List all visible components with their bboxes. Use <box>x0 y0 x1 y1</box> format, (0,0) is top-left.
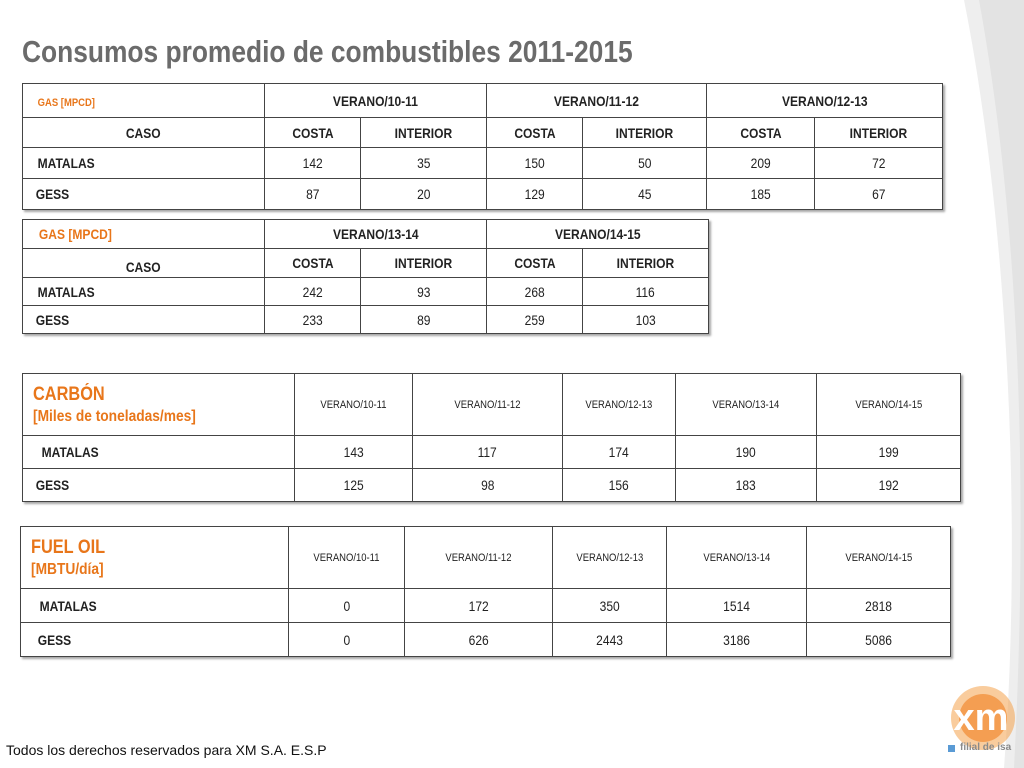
logo-subtitle: filial de isa <box>960 742 1012 753</box>
row-label: MATALAS <box>23 436 295 469</box>
table-cell: 1514 <box>667 589 807 623</box>
table-cell: 192 <box>817 469 961 502</box>
table-cell: 50 <box>583 148 707 179</box>
table-cell: 268 <box>487 278 583 306</box>
row-label: GESS <box>23 306 265 334</box>
table-header-row <box>23 374 961 436</box>
table-row <box>21 623 951 657</box>
table-row <box>23 469 961 502</box>
table-row <box>23 278 709 306</box>
table-cell: 185 <box>707 179 815 210</box>
table-cell: 45 <box>583 179 707 210</box>
table-cell: 233 <box>265 306 361 334</box>
period-header: VERANO/12-13 <box>563 374 676 436</box>
case-header: CASO <box>23 249 265 278</box>
table-cell: 2443 <box>553 623 667 657</box>
carbon-title: CARBÓN <box>33 383 105 405</box>
table-row <box>21 589 951 623</box>
row-label: MATALAS <box>23 278 265 306</box>
row-label: MATALAS <box>21 589 289 623</box>
table-cell: 142 <box>265 148 361 179</box>
sub-header: COSTA <box>707 118 815 148</box>
table-cell: 20 <box>361 179 487 210</box>
period-header: VERANO/14-15 <box>817 374 961 436</box>
table-header-row <box>21 527 951 589</box>
gas-unit-label: GAS [MPCD] <box>23 84 265 118</box>
fuel-unit: [MBTU/día] <box>31 560 104 578</box>
table-cell: 3186 <box>667 623 807 657</box>
table-cell: 174 <box>563 436 676 469</box>
table-cell: 89 <box>361 306 487 334</box>
case-header: CASO <box>23 118 265 148</box>
table-cell: 67 <box>815 179 943 210</box>
gas-unit-label: GAS [MPCD] <box>23 220 265 249</box>
logo-text: xm <box>953 697 1009 739</box>
table-cell: 125 <box>295 469 413 502</box>
gas-table-1 <box>22 83 943 210</box>
table-cell: 103 <box>583 306 709 334</box>
table-cell: 199 <box>817 436 961 469</box>
table-cell: 87 <box>265 179 361 210</box>
footer-copyright: Todos los derechos reservados para XM S.A. E.S.P <box>6 742 327 758</box>
table-cell: 0 <box>289 623 405 657</box>
period-header: VERANO/11-12 <box>487 84 707 118</box>
table-header-row <box>23 84 943 118</box>
table-cell: 209 <box>707 148 815 179</box>
carbon-title-cell <box>23 374 295 436</box>
gas-table-2 <box>22 219 709 334</box>
table-cell: 117 <box>413 436 563 469</box>
period-header: VERANO/10-11 <box>265 84 487 118</box>
period-header: VERANO/14-15 <box>807 527 951 589</box>
period-header: VERANO/11-12 <box>405 527 553 589</box>
table-cell: 183 <box>676 469 817 502</box>
period-header: VERANO/13-14 <box>676 374 817 436</box>
table-cell: 93 <box>361 278 487 306</box>
period-header: VERANO/14-15 <box>487 220 709 249</box>
row-label: GESS <box>23 179 265 210</box>
carbon-unit: [Miles de toneladas/mes] <box>33 407 196 425</box>
table-cell: 143 <box>295 436 413 469</box>
sub-header: INTERIOR <box>583 118 707 148</box>
table-cell: 190 <box>676 436 817 469</box>
sub-header: INTERIOR <box>361 118 487 148</box>
row-label: GESS <box>23 469 295 502</box>
sub-header: INTERIOR <box>583 249 709 278</box>
table-row <box>23 306 709 334</box>
table-cell: 5086 <box>807 623 951 657</box>
table-cell: 626 <box>405 623 553 657</box>
sub-header: COSTA <box>265 118 361 148</box>
table-cell: 98 <box>413 469 563 502</box>
period-header: VERANO/12-13 <box>707 84 943 118</box>
period-header: VERANO/13-14 <box>265 220 487 249</box>
period-header: VERANO/11-12 <box>413 374 563 436</box>
fuel-title: FUEL OIL <box>31 536 106 558</box>
table-cell: 150 <box>487 148 583 179</box>
table-cell: 129 <box>487 179 583 210</box>
table-row <box>23 436 961 469</box>
period-header: VERANO/10-11 <box>289 527 405 589</box>
table-row <box>23 179 943 210</box>
table-cell: 35 <box>361 148 487 179</box>
sub-header: COSTA <box>265 249 361 278</box>
sub-header: INTERIOR <box>815 118 943 148</box>
page-title: Consumos promedio de combustibles 2011-2015 <box>22 34 633 69</box>
table-cell: 156 <box>563 469 676 502</box>
table-cell: 72 <box>815 148 943 179</box>
period-header: VERANO/13-14 <box>667 527 807 589</box>
table-cell: 2818 <box>807 589 951 623</box>
table-header-row <box>23 220 709 249</box>
row-label: GESS <box>21 623 289 657</box>
table-cell: 116 <box>583 278 709 306</box>
fuel-oil-table <box>20 526 951 657</box>
table-subheader-row <box>23 118 943 148</box>
fuel-title-cell <box>21 527 289 589</box>
table-cell: 172 <box>405 589 553 623</box>
logo-dot <box>948 745 955 752</box>
table-cell: 350 <box>553 589 667 623</box>
table-subheader-row <box>23 249 709 278</box>
carbon-table <box>22 373 961 502</box>
table-cell: 0 <box>289 589 405 623</box>
sub-header: INTERIOR <box>361 249 487 278</box>
table-row <box>23 148 943 179</box>
sub-header: COSTA <box>487 249 583 278</box>
period-header: VERANO/10-11 <box>295 374 413 436</box>
period-header: VERANO/12-13 <box>553 527 667 589</box>
sub-header: COSTA <box>487 118 583 148</box>
row-label: MATALAS <box>23 148 265 179</box>
table-cell: 259 <box>487 306 583 334</box>
table-cell: 242 <box>265 278 361 306</box>
